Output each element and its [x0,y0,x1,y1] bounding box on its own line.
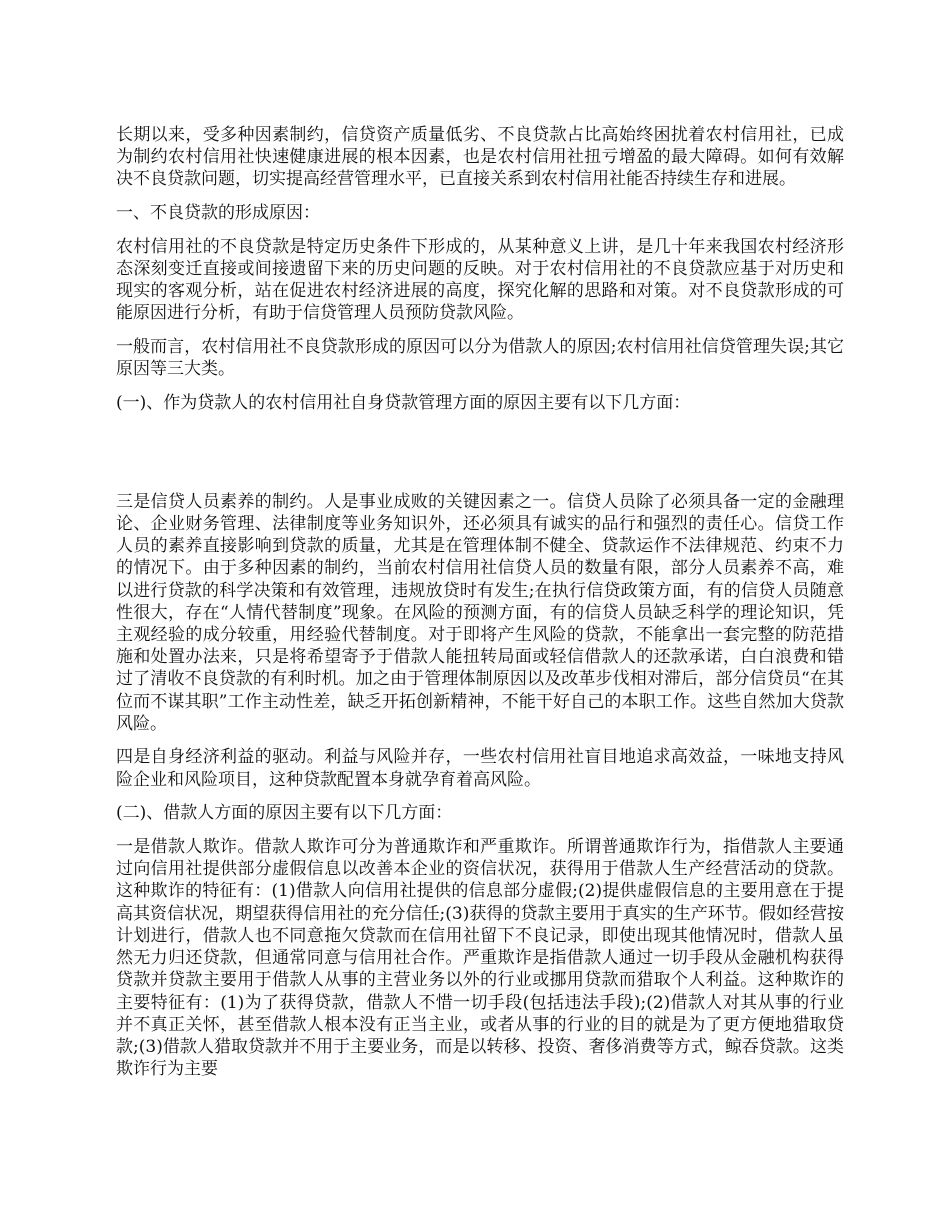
intro-paragraph: 长期以来，受多种因素制约，信贷资产质量低劣、不良贷款占比高始终困扰着农村信用社，已成为制约农村信用社快速健康进展的根本因素，也是农村信用社扭亏增盈的最大障碍。如何有效解决不良贷款问题，切实提高经营管理水平，已直接关系到农村信用社能否持续生存和进展。 [116,125,844,190]
blank-gap [116,426,844,491]
subheading-borrower-causes: (二)、借款人方面的原因主要有以下几方面： [116,803,453,824]
economic-interest-paragraph: 四是自身经济利益的驱动。利益与风险并存，一些农村信用社盲目地追求高效益，一味地支持风险企业和风险项目，这种贷款配置本身就孕育着高风险。 [116,747,844,790]
section-heading-causes: 一、不良贷款的形成原因： [116,203,320,224]
borrower-fraud-paragraph: 一是借款人欺诈。借款人欺诈可分为普通欺诈和严重欺诈。所谓普通欺诈行为，指借款人主要通过向信用社提供部分虚假信息以改善本企业的资信状况，获得用于借款人生产经营活动的贷款。这种欺诈的特征有：(1)借款人向信用社提供的信息部分虚假;(2)提供虚假信息的主要用意在于提高其资信状况，期望获得信用社的充分信任;(3)获得的贷款主要用于真实的生产环节。假如经营按计划进行，借款人也不同意拖欠贷款而在信用社留下不良记录，即使出现其他情况时，借款人虽然无力归还贷款，但通常同意与信用社合作。严重欺诈是指借款人通过一切手段从金融机构获得贷款并贷款主要用于借款人从事的主营业务以外的行业或挪用贷款而猎取个人利益。这种欺诈的主要特征有：(1)为了获得贷款，借款人不惜一切手段(包括违法手段);(2)借款人对其从事的行业并不真正关怀，甚至借款人根本没有正当主业，或者从事的行业的目的就是为了更方便地猎取贷款;(3)借款人猎取贷款并不用于主要业务，而是以转移、投资、奢侈消费等方式，鲸吞贷款。这类欺诈行为主要 [116,837,844,1080]
document-body [116,124,844,1092]
causes-paragraph: 农村信用社的不良贷款是特定历史条件下形成的，从某种意义上讲，是几十年来我国农村经济形态深刻变迁直接或间接遗留下来的历史问题的反映。对于农村信用社的不良贷款应基于对历史和现实的客观分析，站在促进农村经济进展的高度，探究化解的思路和对策。对不良贷款形成的可能原因进行分析，有助于信贷管理人员预防贷款风险。 [116,236,844,324]
categories-paragraph: 一般而言，农村信用社不良贷款形成的原因可以分为借款人的原因;农村信用社信贷管理失误;其它原因等三大类。 [116,337,844,380]
staff-quality-paragraph: 三是信贷人员素养的制约。人是事业成败的关键因素之一。信贷人员除了必须具备一定的金融理论、企业财务管理、法律制度等业务知识外，还必须具有诚实的品行和强烈的责任心。信贷工作人员的素养直接影响到贷款的质量，尤其是在管理体制不健全、贷款运作不法律规范、约束不力的情况下。由于多种因素的制约，当前农村信用社信贷人员的数量有限，部分人员素养不高，难以进行贷款的科学决策和有效管理，违规放贷时有发生;在执行信贷政策方面，有的信贷人员随意性很大，存在“人情代替制度”现象。在风险的预测方面，有的信贷人员缺乏科学的理论知识，凭主观经验的成分较重，用经验代替制度。对于即将产生风险的贷款，不能拿出一套完整的防范措施和处置办法来，只是将希望寄予于借款人能扭转局面或轻信借款人的还款承诺，白白浪费和错过了清收不良贷款的有利时机。加之由于管理体制原因以及改革步伐相对滞后，部分信贷员“在其位而不谋其职”工作主动性差，缺乏开拓创新精神，不能干好自己的本职工作。这些自然加大贷款风险。 [116,491,844,734]
subheading-lender-causes: (一)、作为贷款人的农村信用社自身贷款管理方面的原因主要有以下几方面： [116,393,691,414]
